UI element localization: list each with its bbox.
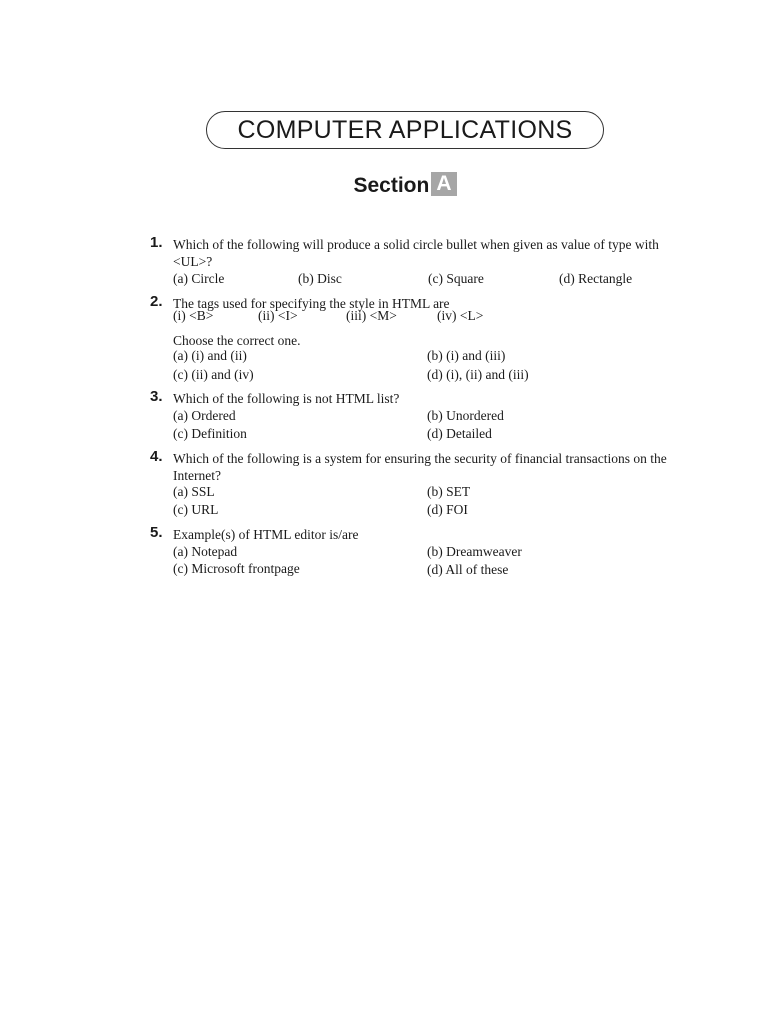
option-d: (d) Detailed [427,426,492,441]
option-d: (d) All of these [427,562,509,577]
option-a: (a) Ordered [173,408,236,423]
option-c: (c) (ii) and (iv) [173,367,254,382]
question-number: 3. [150,388,163,405]
question-number: 5. [150,524,163,541]
section-label: Section [353,174,430,197]
question-text: Which of the following will produce a solid circle bullet when given as value of type with <UL>? [173,237,659,269]
question-text: The tags used for specifying the style in HTML are [173,296,450,311]
option-d: (d) (i), (ii) and (iii) [427,367,529,382]
question-number: 1. [150,234,163,251]
section-letter-badge: A [431,172,456,196]
option-a: (a) Notepad [173,544,238,559]
option-a: (a) (i) and (ii) [173,348,247,363]
option-c: (c) Definition [173,426,247,441]
option-b: (b) Unordered [427,408,504,423]
option-c: (c) URL [173,502,219,517]
tag-iv: (iv) <L> [437,308,484,323]
question-number: 2. [150,293,163,310]
question-text: Example(s) of HTML editor is/are [173,527,359,542]
option-a: (a) SSL [173,484,215,499]
question-text: Which of the following is not HTML list? [173,391,400,406]
option-b: (b) SET [427,484,471,499]
page-title: COMPUTER APPLICATIONS [237,115,573,144]
tag-iii: (iii) <M> [346,308,397,323]
option-c: (c) Square [428,271,484,286]
tag-i: (i) <B> [173,308,214,323]
section-heading [0,174,768,198]
option-d: (d) Rectangle [559,271,633,286]
option-b: (b) Disc [298,271,342,286]
option-d: (d) FOI [427,502,468,517]
option-a: (a) Circle [173,271,225,286]
option-b: (b) (i) and (iii) [427,348,506,363]
tag-ii: (ii) <I> [258,308,298,323]
instruction-text: Choose the correct one. [173,333,301,348]
question-number: 4. [150,448,163,465]
question-text: Which of the following is a system for ensuring the security of financial transactions on the Internet? [173,451,667,483]
option-b: (b) Dreamweaver [427,544,522,559]
option-c: (c) Microsoft frontpage [173,561,300,576]
title-box [206,111,604,149]
